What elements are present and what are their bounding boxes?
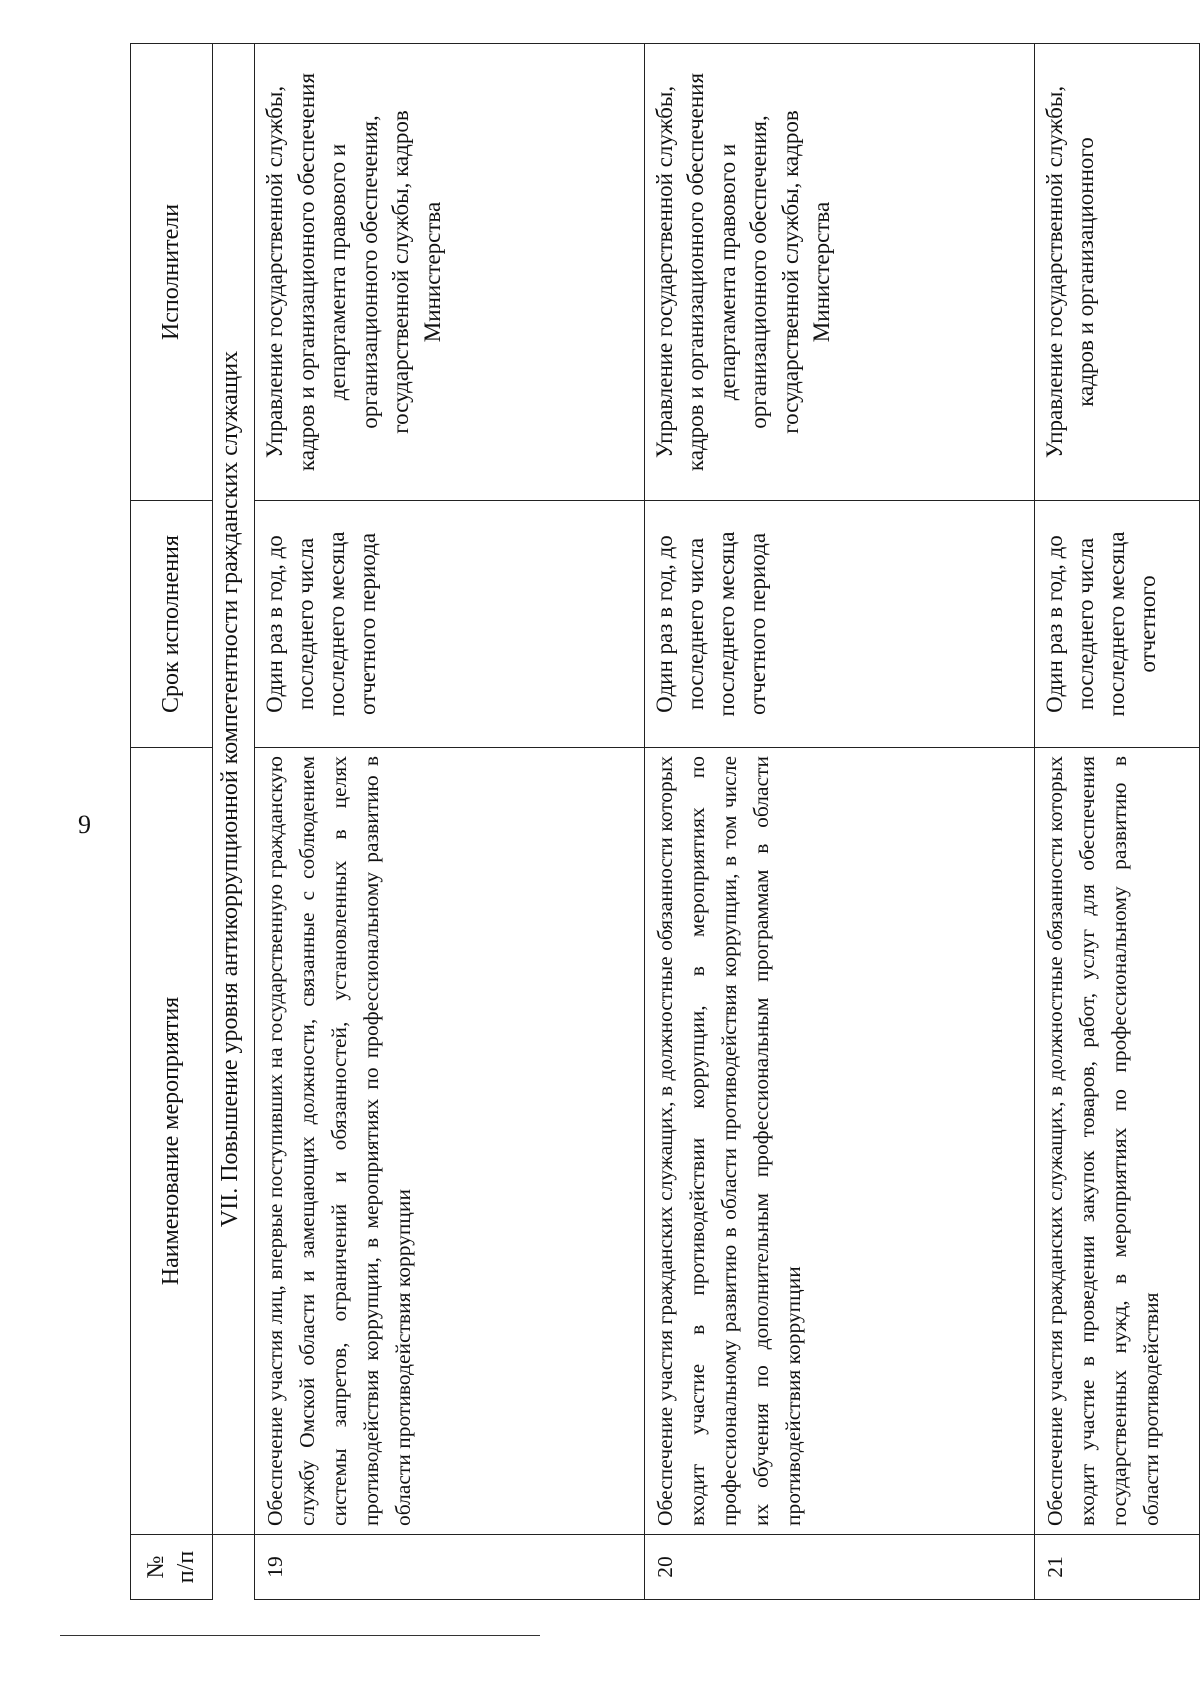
row-num: 21 [1034,1535,1199,1600]
section-row [212,44,255,1600]
header-name: Наименование мероприятия [131,748,213,1535]
footer-rule [60,1635,540,1636]
row-num: 19 [255,1535,645,1600]
header-exec: Исполнители [131,44,213,501]
row-term: Один раз в год, до последнего числа последнего месяца отчетного периода [255,501,645,748]
row-exec: Управление государственной службы, кадров и организационного [1034,44,1199,501]
row-exec: Управление государственной службы, кадров и организационного обеспечения департамента правового и организационного обеспечения, государственной службы, кадров Министерства [255,44,645,501]
measures-table [130,43,1200,1600]
section-empty-cell [212,1535,255,1600]
table-row [255,44,645,1600]
row-num: 20 [644,1535,1034,1600]
row-name: Обеспечение участия гражданских служащих, в должностные обязанности которых входит участие в противодействии коррупции, в мероприятиях по профессиональному развитию в области противодействия коррупции, в том числе их обучения по дополнительным профессиональным программам в области противодействия коррупции [644,748,1034,1535]
table-row [644,44,1034,1600]
page-number: 9 [78,810,91,839]
table-header-row [131,44,213,1600]
row-name: Обеспечение участия гражданских служащих, в должностные обязанности которых входит участие в проведении закупок товаров, работ, услуг для обеспечения государственных нужд, в мероприятиях по профессиональному развитию в области противодействия [1034,748,1199,1535]
rotated-table-container [130,72,1200,1600]
section-title: VII. Повышение уровня антикоррупционной компетентности гражданских служащих [212,44,255,1535]
row-term: Один раз в год, до последнего числа последнего месяца отчетного [1034,501,1199,748]
header-num: № п/п [131,1535,213,1600]
row-name: Обеспечение участия лиц, впервые поступивших на государственную гражданскую службу Омской области и замещающих должности, связанные с соблюдением системы запретов, ограничений и обязанностей, установленных в целях противодействия коррупции, в мероприятиях по профессиональному развитию в области противодействия коррупции [255,748,645,1535]
table-row [1034,44,1199,1600]
header-term: Срок исполнения [131,501,213,748]
row-exec: Управление государственной службы, кадров и организационного обеспечения департамента правового и организационного обеспечения, государственной службы, кадров Министерства [644,44,1034,501]
row-term: Один раз в год, до последнего числа последнего месяца отчетного периода [644,501,1034,748]
